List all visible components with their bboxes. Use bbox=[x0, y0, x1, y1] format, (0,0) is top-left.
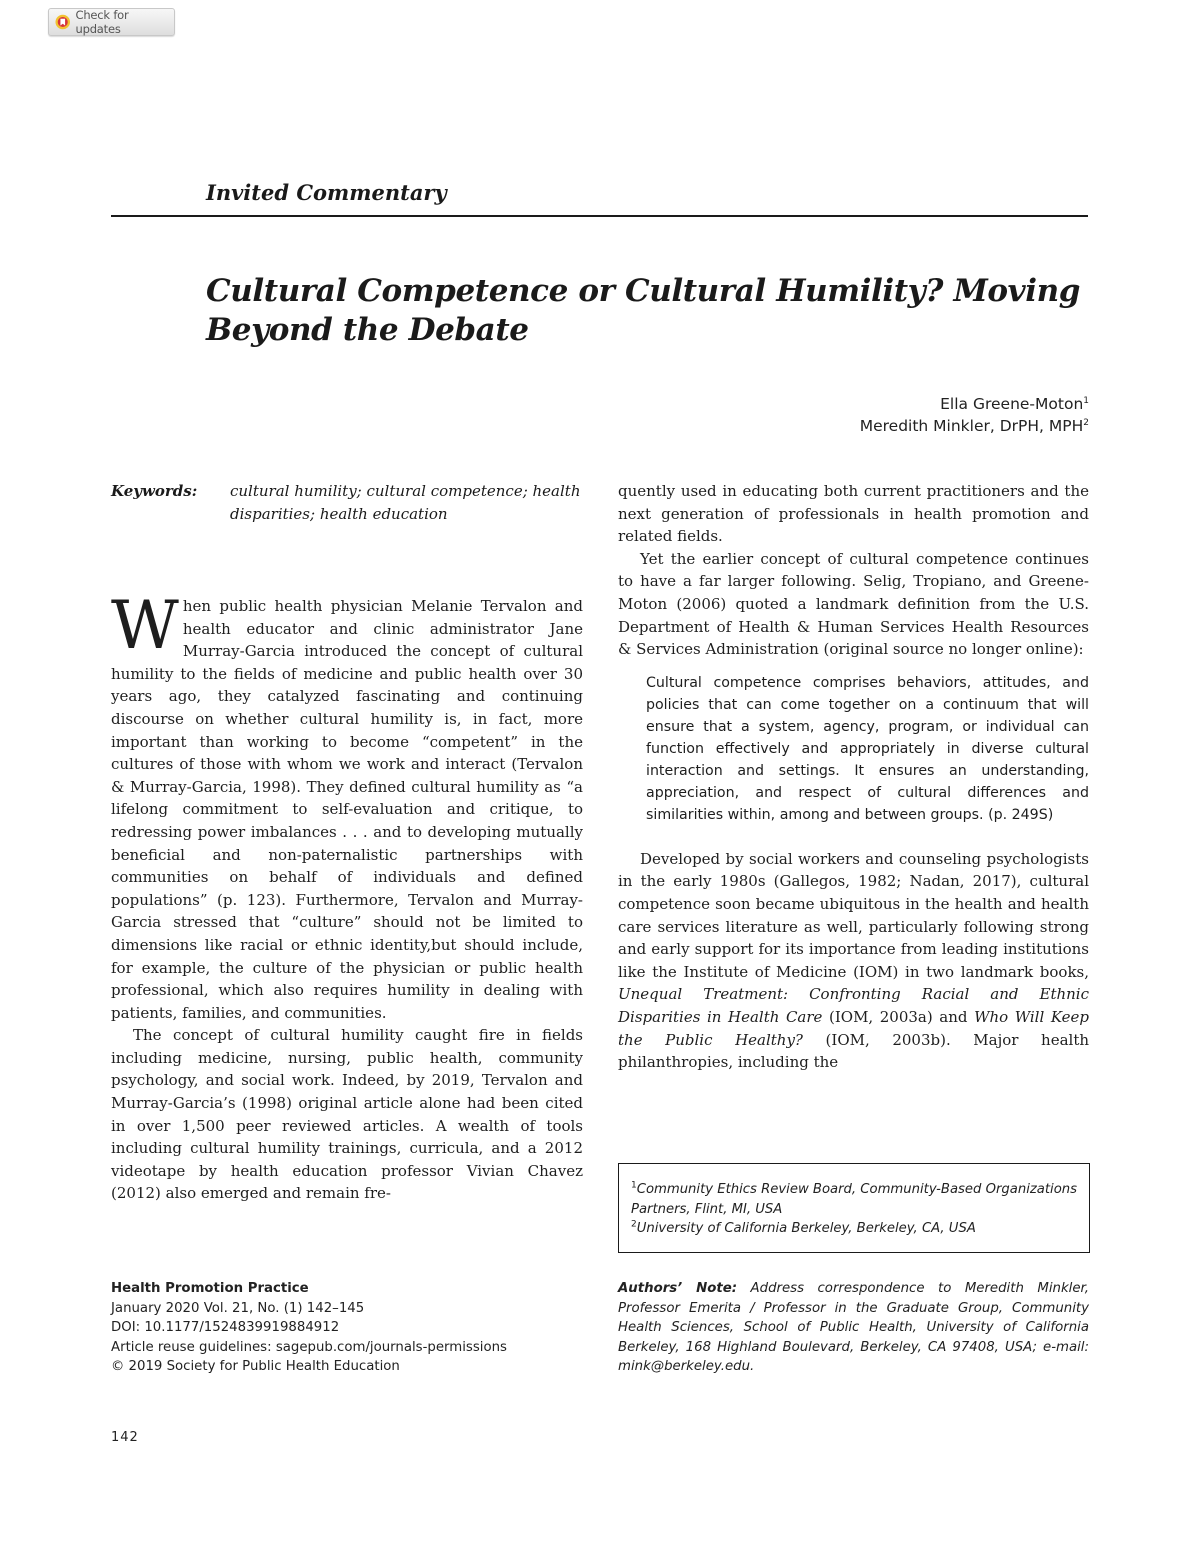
paragraph-text: (IOM, 2003a) and bbox=[822, 1007, 975, 1026]
journal-issue: January 2020 Vol. 21, No. (1) 142–145 bbox=[111, 1300, 365, 1316]
body-paragraph: quently used in educating both current practitioners and the next generation of professionals in health promotion and related fields. bbox=[618, 482, 1089, 546]
affiliation-1 bbox=[631, 1180, 1077, 1219]
author-1 bbox=[860, 393, 1089, 415]
affiliations-box bbox=[618, 1163, 1090, 1253]
reuse-guidelines: Article reuse guidelines: sagepub.com/journals-permissions bbox=[111, 1339, 507, 1355]
header-rule bbox=[111, 215, 1088, 217]
authors-note-text: Address correspondence to Meredith Minkler, Professor Emerita / Professor in the Graduate Group, Community Health Sciences, School of Public Health, University of California Berkeley, 168 Highland Boulevard, Berkeley, CA 97408, USA; e-mail: mink@berkeley.edu. bbox=[618, 1281, 1090, 1375]
journal-info bbox=[111, 1279, 581, 1377]
check-for-updates-button[interactable] bbox=[48, 8, 175, 36]
book-title: Unequal Treatment: Confronting Racial and Ethnic Disparities in Health Care bbox=[618, 985, 1089, 1026]
author-name: Meredith Minkler, DrPH, MPH bbox=[859, 417, 1084, 435]
affiliation-mark: 1 bbox=[631, 1180, 637, 1191]
authors-note bbox=[618, 1279, 1089, 1377]
keywords-list: cultural humility; cultural competence; health disparities; health education bbox=[230, 482, 581, 523]
paragraph-text: (IOM, 2003b). Major health philanthropies, including the bbox=[618, 1030, 1090, 1072]
author-affiliation-mark: 1 bbox=[1083, 395, 1089, 406]
paragraph-text: hen public health physician Melanie Tervalon and health educator and clinic administrator Jane Murray-Garcia introduced the concept of cultural humility to the fields of medicine and public health over 30 years ago, they catalyzed fascinating and continuing discourse on whether cultural humility is, in fact, more important than working to become “competent” in the cultures of those with whom we work and interact (Tervalon & Murray-Garcia, 1998). They defined cultural humility as “a lifelong commitment to self-evaluation and critique, to redressing power imbalances . . . and to developing mutually beneficial and non-paternalistic partnerships with communities on behalf of individuals and defined populations” (p. 123). Furthermore, Tervalon and Murray-Garcia stressed that “culture” should not be limited to dimensions like racial or ethnic identity,but should include, for example, the culture of the physician or public health professional, which also requires humility in dealing with patients, families, and communities. bbox=[111, 597, 583, 1022]
book-title: Who Will Keep the Public Healthy? bbox=[618, 1007, 1089, 1049]
author-2 bbox=[860, 415, 1089, 437]
keywords-label: Keywords: bbox=[111, 482, 198, 500]
author-list bbox=[860, 393, 1089, 437]
section-label: Invited Commentary bbox=[206, 180, 447, 205]
affiliation-mark: 2 bbox=[631, 1219, 637, 1230]
paragraph-text: Developed by social workers and counseling psychologists in the early 1980s (Gallegos, 1982; Nadan, 2017), cultural competence soon became ubiquitous in the health and health care services literature as well, particularly following strong and early support for its importance from leading institutions like the Institute of Medicine (IOM) in two landmark books, bbox=[618, 849, 1089, 981]
body-paragraph bbox=[111, 587, 583, 1024]
author-affiliation-mark: 2 bbox=[1083, 417, 1089, 428]
page-number: 142 bbox=[111, 1430, 139, 1445]
right-column bbox=[618, 480, 1089, 1074]
check-updates-label: Check for updates bbox=[75, 8, 129, 36]
journal-doi: DOI: 10.1177/1524839919884912 bbox=[111, 1320, 340, 1336]
body-paragraph: The concept of cultural humility caught fire in fields including medicine, nursing, public health, community psychology, and social work. Indeed, by 2019, Tervalon and Murray-Garcia’s (1998) original article alone had been cited in over 1,500 peer reviewed articles. A wealth of tools including cultural humility trainings, curricula, and a 2012 videotape by health education professor Vivian Chavez (2012) also emerged and remain fre- bbox=[111, 1026, 583, 1203]
author-name: Ella Greene-Moton bbox=[940, 395, 1084, 413]
body-paragraph bbox=[618, 848, 1089, 1074]
left-column bbox=[111, 587, 583, 1205]
affiliation-text: University of California Berkeley, Berkeley, CA, USA bbox=[636, 1221, 976, 1236]
check-updates-icon bbox=[55, 14, 71, 30]
authors-note-label: Authors’ Note: bbox=[618, 1281, 738, 1296]
article-title: Cultural Competence or Cultural Humility? Moving Beyond the Debate bbox=[206, 273, 1081, 348]
journal-name: Health Promotion Practice bbox=[111, 1281, 309, 1296]
affiliation-2 bbox=[631, 1219, 1077, 1239]
drop-cap: W bbox=[111, 587, 179, 664]
copyright: © 2019 Society for Public Health Education bbox=[111, 1359, 400, 1375]
affiliation-text: Community Ethics Review Board, Community-Based Organizations Partners, Flint, MI, USA bbox=[631, 1182, 1077, 1217]
body-paragraph: Yet the earlier concept of cultural competence continues to have a far larger following. Selig, Tropiano, and Greene-Moton (2006) quoted a landmark definition from the U.S. Department of Health & Human Services Health Resources & Services Administration (original source no longer online): bbox=[618, 549, 1089, 659]
block-quote: Cultural competence comprises behaviors, attitudes, and policies that can come together on a continuum that will ensure that a system, agency, program, or individual can function effectively and appropriately in diverse cultural interaction and settings. It ensures an understanding, appreciation, and respect of cultural differences and similarities within, among and between groups. (p. 249S) bbox=[646, 674, 1089, 823]
